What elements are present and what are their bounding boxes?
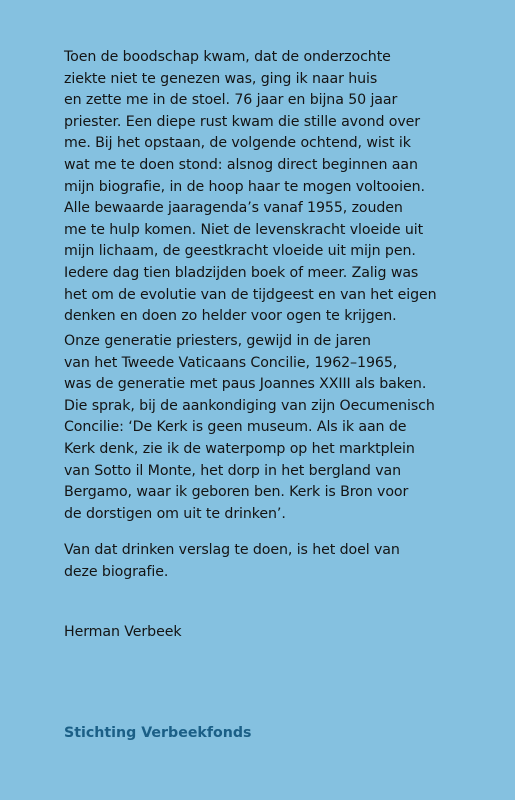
text-line: denken en doen zo helder voor ogen te krijgen. bbox=[64, 308, 397, 325]
text-line: mijn biografie, in de hoop haar te mogen voltooien. bbox=[64, 178, 425, 195]
text-line: Concilie: ‘De Kerk is geen museum. Als ik aan de bbox=[64, 419, 407, 436]
text-line: van Sotto il Monte, het dorp in het bergland van bbox=[64, 462, 402, 479]
text-line: het om de evolutie van de tijdgeest en van het eigen bbox=[64, 286, 437, 303]
text-line: Toen de boodschap kwam, dat de onderzochte bbox=[64, 49, 391, 65]
text-line: me. Bij het opstaan, de volgende ochtend, wist ik bbox=[64, 135, 411, 152]
text-line: Iedere dag tien bladzijden boek of meer. Zalig was bbox=[64, 264, 419, 281]
text-line: mijn lichaam, de geestkracht vloeide uit mijn pen. bbox=[64, 243, 416, 260]
text-line: de dorstigen om uit te drinken’. bbox=[64, 505, 286, 522]
text-line: priester. Een diepe rust kwam die stille avond over bbox=[64, 113, 421, 130]
text-line: en zette me in de stoel. 76 jaar en bijna 50 jaar bbox=[64, 92, 398, 109]
text-line: wat me te doen stond: alsnog direct beginnen aan bbox=[64, 156, 418, 173]
text-line: Die sprak, bij de aankondiging van zijn Oecumenisch bbox=[64, 397, 435, 414]
paragraph-council bbox=[64, 331, 484, 525]
text-line: me te hulp komen. Niet de levenskracht vloeide uit bbox=[64, 221, 424, 238]
text-line: deze biografie. bbox=[64, 563, 169, 580]
paragraph-intro bbox=[64, 47, 484, 328]
text-line: ziekte niet te genezen was, ging ik naar huis bbox=[64, 70, 378, 87]
text-line: Van dat drinken verslag te doen, is het doel van bbox=[64, 542, 400, 558]
text-line: van het Tweede Vaticaans Concilie, 1962–1965, bbox=[64, 354, 398, 371]
text-line: was de generatie met paus Joannes XXIII als baken. bbox=[64, 376, 427, 393]
author-name bbox=[64, 622, 484, 644]
text-line: Onze generatie priesters, gewijd in de jaren bbox=[64, 333, 371, 349]
paragraph-purpose bbox=[64, 540, 484, 583]
publisher-name: Stichting Verbeekfonds bbox=[64, 725, 252, 741]
text-line: Alle bewaarde jaaragenda’s vanaf 1955, zouden bbox=[64, 200, 403, 217]
text-line: Bergamo, waar ik geboren ben. Kerk is Bron voor bbox=[64, 484, 409, 501]
author-text: Herman Verbeek bbox=[64, 624, 182, 640]
text-line: Kerk denk, zie ik de waterpomp op het marktplein bbox=[64, 440, 415, 457]
